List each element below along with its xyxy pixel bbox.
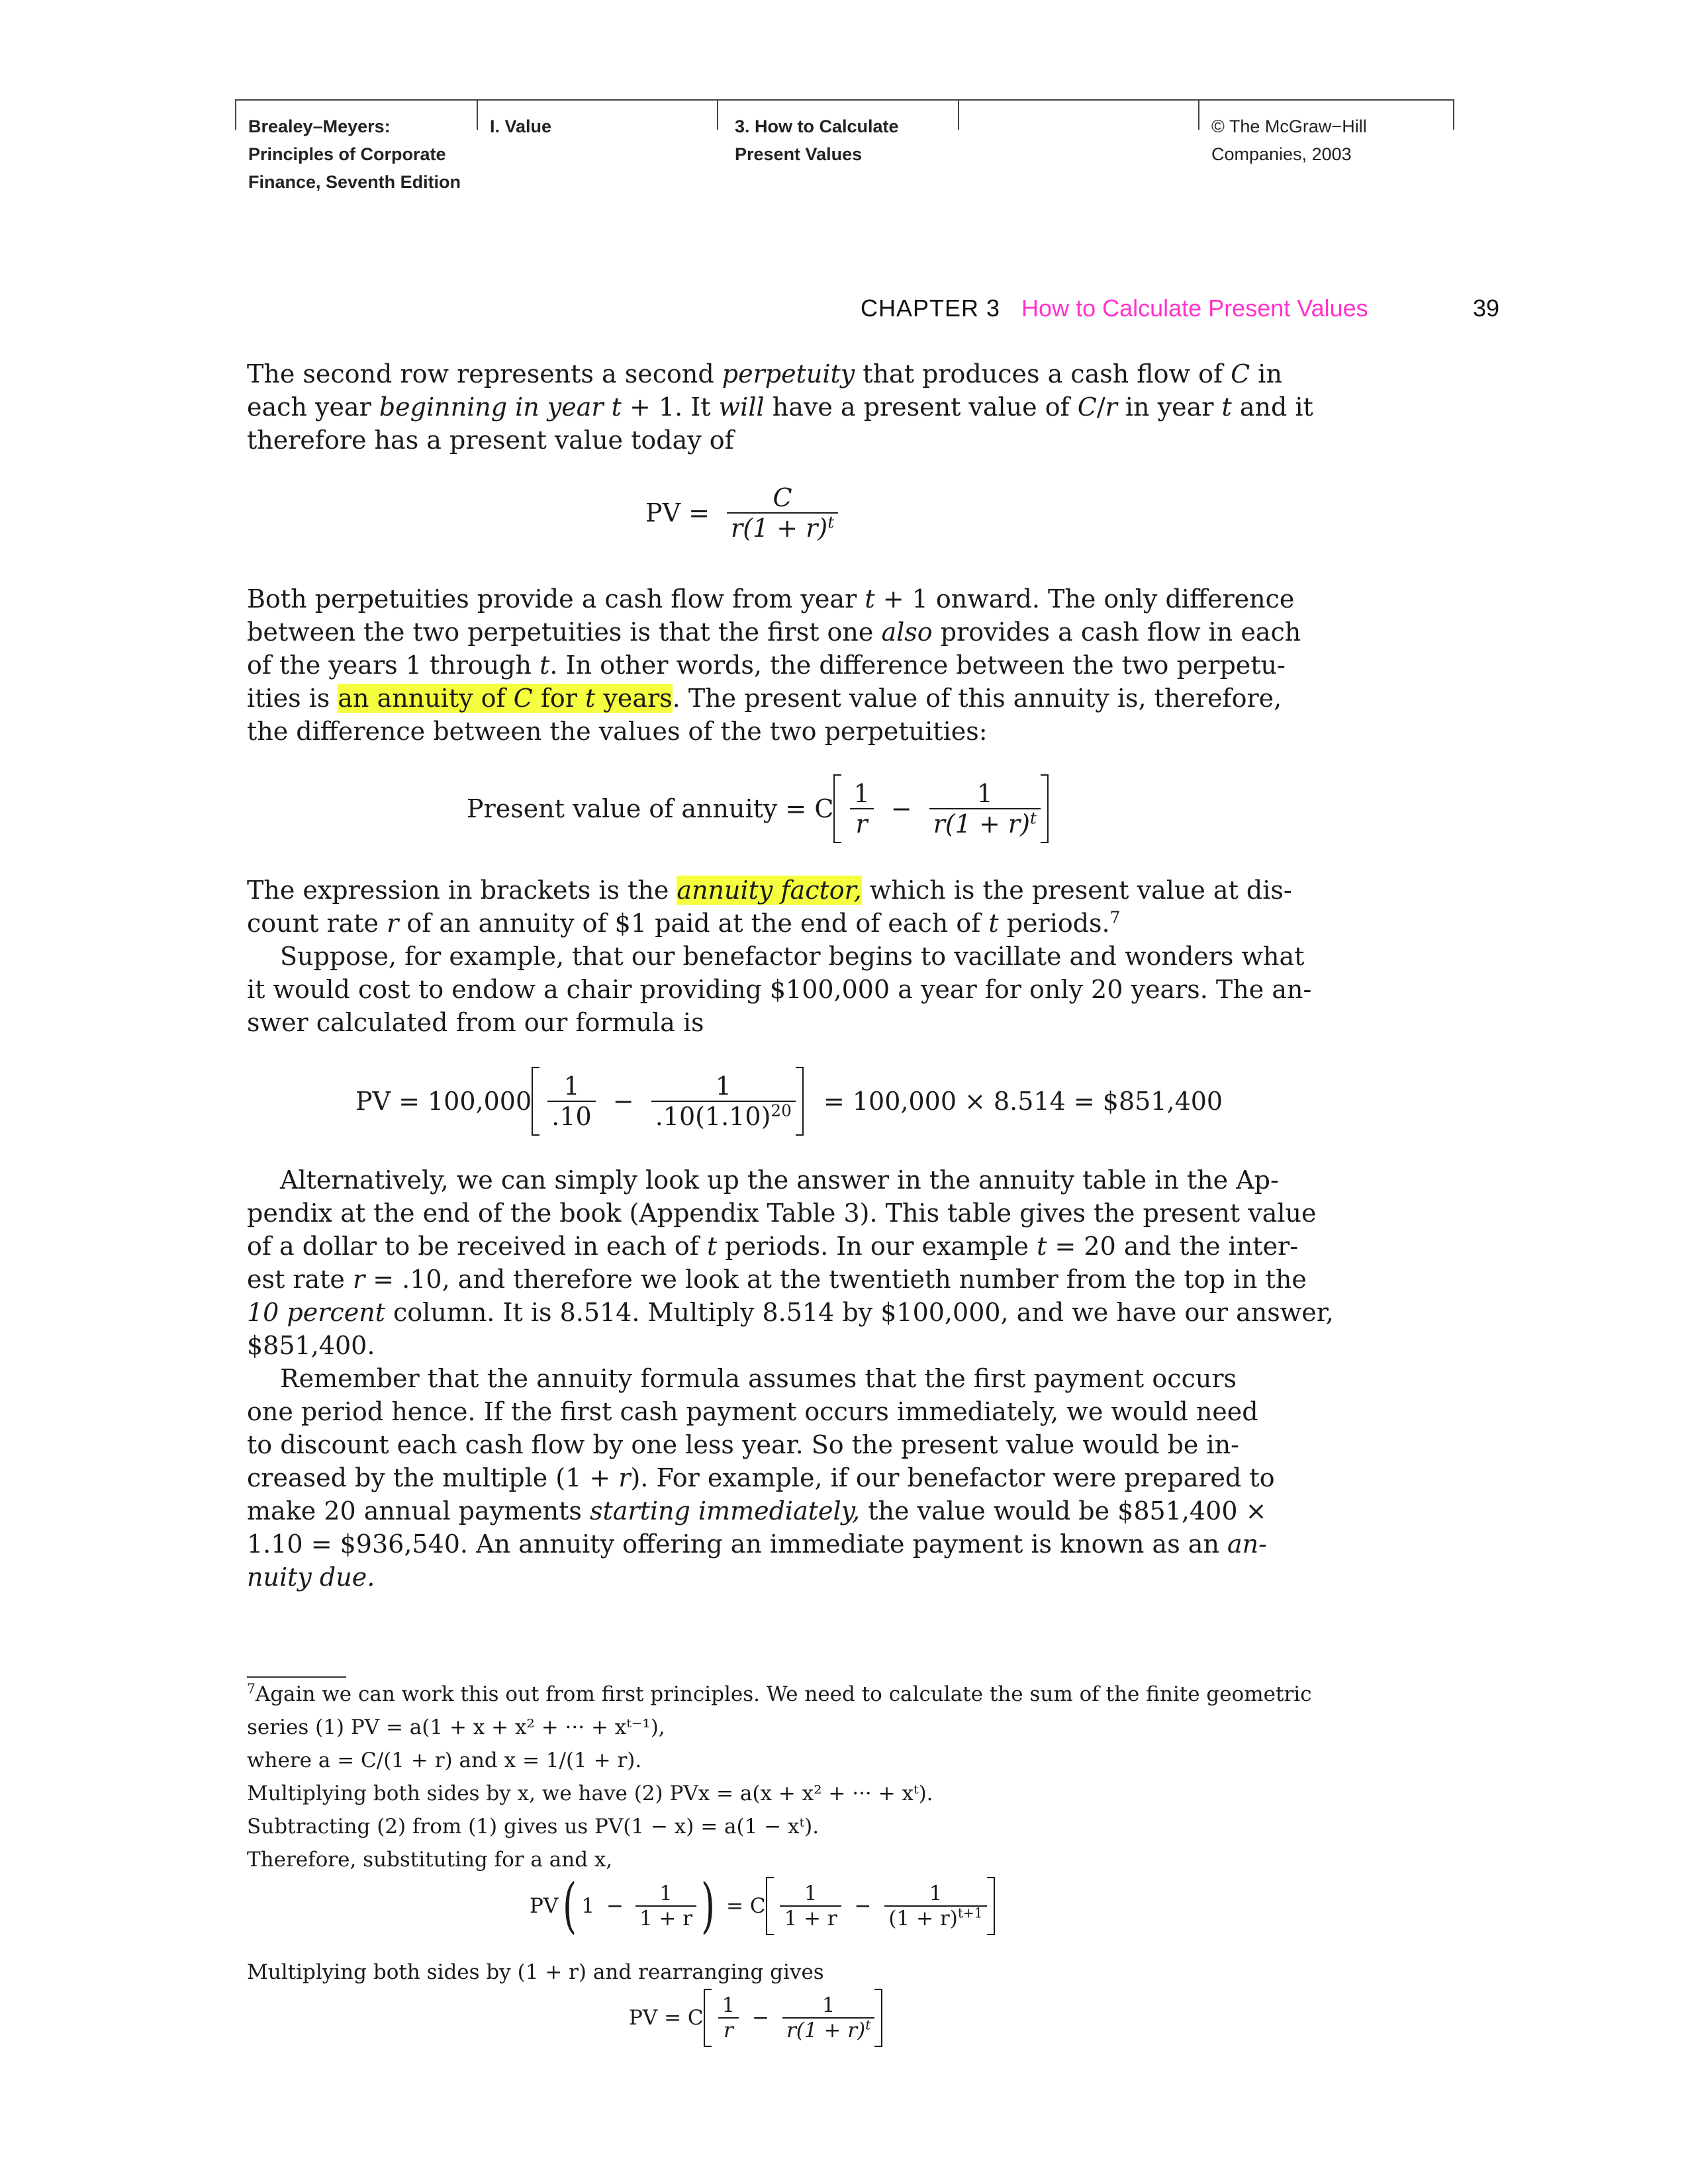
footnote [247, 1956, 1237, 1989]
footnote-line: where a = C/(1 + r) and x = 1/(1 + r). [247, 1749, 642, 1772]
fraction [727, 483, 838, 543]
footnote-line: Multiplying both sides by x, we have (2) PVx = a(x + x² + ··· + xᵗ). [247, 1782, 933, 1805]
fraction [780, 1882, 841, 1931]
right-bracket [874, 1989, 882, 2047]
eq-symbol: (1 + r) [888, 1907, 958, 1931]
denominator [850, 808, 874, 839]
fraction [884, 1882, 986, 1931]
fraction [850, 779, 874, 839]
page-header [235, 99, 1453, 199]
eq-symbol: r [723, 2019, 733, 2042]
eq-label: PV = [645, 498, 710, 527]
left-paren: ( [563, 1871, 577, 1940]
numerator: 1 [659, 1882, 673, 1905]
footnote-line: Again we can work this out from first principles. We need to calculate the sum of the finite geometric [255, 1682, 1312, 1706]
right-bracket [987, 1877, 995, 1935]
left-bracket [766, 1877, 774, 1935]
numerator: 1 [821, 1993, 835, 2017]
right-paren: ) [701, 1871, 716, 1940]
paragraph: The second row represents a second perpetuity that produces a cash flow of C in each year beginning in year t + 1. It will have a present value of C/r in year t and it therefore has a present value today of [247, 359, 1313, 455]
paragraph: Alternatively, we can simply look up the answer in the annuity table in the Ap- pendix at the end of the book (Appendix Table 3). This table gives the present value of a dollar to be received in each of t periods. In our example t = 20 and the inter- est rate r = .10, and therefore we look at the twentieth number from the top in the 10 percent column. It is 8.514. Multiply 8.514 by $100,000, and we have our answer, $851,400. Remember that the annuity formula assumes that the first payment occurs one period hence. If the first cash payment occurs immediately, we would need to discount each cash flow by one less year. So the present value would be in- creased by the multiple (1 + r). For example, if our benefactor were prepared to make 20 annual payments starting immediately, the value would be $851,400 × 1.10 = $936,540. An annuity offering an immediate payment is known as an an- nuity due. [247, 1165, 1334, 1592]
denominator [782, 2017, 874, 2042]
fraction [718, 1993, 739, 2042]
eq-operator: − [890, 794, 912, 823]
numerator: 1 [563, 1071, 580, 1101]
eq-symbol: r(1 + r) [731, 514, 828, 543]
highlighted-term: annuity factor, [677, 876, 862, 905]
footnote-marker: 7 [247, 1680, 256, 1697]
fraction [651, 1071, 796, 1131]
eq-label: PV [530, 1894, 559, 1918]
footnote-line: series (1) PV = a(1 + x + x² + ··· + xᵗ⁻¹), [247, 1715, 665, 1739]
header-book-line: Finance, Seventh Edition [248, 172, 461, 192]
page-number: 39 [1473, 295, 1500, 322]
footnote [247, 1678, 1312, 1876]
denominator [651, 1101, 796, 1131]
eq-operator: − [854, 1894, 872, 1918]
equation-example [355, 1067, 1223, 1136]
eq-symbol: r [855, 809, 868, 839]
eq-exponent: t+1 [957, 1905, 983, 1921]
numerator: 1 [722, 1993, 735, 2017]
header-book-info [248, 113, 461, 196]
chapter-title: How to Calculate Present Values [1021, 295, 1368, 322]
footnote-line: Subtracting (2) from (1) gives us PV(1 − x) = a(1 − xᵗ). [247, 1815, 820, 1839]
eq-label: Present value of annuity = C [467, 794, 834, 823]
numerator: 1 [715, 1071, 731, 1101]
right-bracket [796, 1067, 804, 1136]
equation-pv-deferred [645, 483, 838, 543]
denominator [884, 1905, 986, 1931]
denominator [727, 512, 838, 543]
header-book-line: Principles of Corporate [248, 144, 446, 164]
chapter-label: CHAPTER 3 [861, 295, 1001, 322]
header-chapter-line: Present Values [735, 144, 863, 164]
denominator: 1 + r [635, 1905, 696, 1931]
header-divider [477, 99, 478, 130]
left-bracket [532, 1067, 539, 1136]
fraction [782, 1993, 874, 2042]
denominator: 1 + r [780, 1905, 841, 1931]
denominator [929, 808, 1041, 839]
eq-exponent: t [1029, 808, 1037, 828]
numerator: 1 [804, 1882, 818, 1905]
eq-exponent: t [865, 2017, 871, 2033]
denominator: .10 [547, 1101, 595, 1131]
equation-annuity-value [467, 774, 1049, 843]
denominator [718, 2017, 739, 2042]
eq-label: PV = 100,000 [355, 1087, 532, 1116]
header-divider [235, 99, 236, 130]
eq-symbol: 1 [581, 1894, 595, 1918]
numerator: 1 [853, 779, 870, 808]
eq-operator: − [612, 1087, 634, 1116]
footnote-line: Multiplying both sides by (1 + r) and rearranging gives [247, 1960, 824, 1984]
header-copyright-line: Companies, 2003 [1211, 144, 1352, 164]
eq-symbol: .10(1.10) [655, 1102, 771, 1131]
header-copyright-line: © The McGraw−Hill [1211, 116, 1367, 136]
header-copyright [1211, 113, 1367, 168]
footnote-line: Therefore, substituting for a and x, [247, 1848, 613, 1872]
header-chapter-line: 3. How to Calculate [735, 116, 899, 136]
eq-symbol: r(1 + r) [786, 2019, 866, 2042]
header-part: I. Value [490, 116, 552, 136]
eq-operator: − [752, 2006, 770, 2030]
left-bracket [704, 1989, 712, 2047]
eq-symbol: r(1 + r) [933, 809, 1030, 839]
fraction [547, 1071, 595, 1131]
running-head [861, 295, 1368, 322]
eq-operator: = C [726, 1894, 766, 1918]
paragraph: Both perpetuities provide a cash flow from year t + 1 onward. The only difference between the two perpetuities is that the first one also provides a cash flow in each of the years 1 through t. In other words, the difference between the two perpetu- ities is an annuity of C for t years. The present value of this annuity is, therefore, the difference between the values of the two perpetuities: [247, 584, 1301, 746]
eq-result: = 100,000 × 8.514 = $851,400 [823, 1087, 1223, 1116]
header-divider [958, 99, 959, 130]
numerator: 1 [976, 779, 993, 808]
highlighted-term: an annuity of C for t years [338, 684, 673, 713]
right-bracket [1041, 774, 1049, 843]
eq-exponent: 20 [771, 1101, 792, 1120]
numerator: 1 [929, 1882, 943, 1905]
eq-operator: − [606, 1894, 624, 1918]
eq-exponent: t [827, 512, 835, 532]
paragraph: The expression in brackets is the annuity factor, which is the present value at dis- count rate r of an annuity of $1 paid at the end of each of t periods.$^7$ Suppose, for example, that our benefactor begins to vacillate and wonders what it would cost to endow a chair providing $100,000 a year for only 20 years. The an- swer calculated from our formula is [247, 876, 1312, 1037]
header-chapter [735, 113, 899, 168]
eq-symbol: C [773, 483, 792, 512]
eq-label: PV = C [629, 2006, 704, 2030]
numerator [727, 483, 838, 512]
fraction [929, 779, 1041, 839]
header-book-line: Brealey–Meyers: [248, 116, 391, 136]
fraction [635, 1882, 696, 1931]
footnote-equation [629, 1989, 882, 2047]
left-bracket [833, 774, 841, 843]
header-divider [717, 99, 718, 130]
footnote-equation [530, 1871, 995, 1940]
